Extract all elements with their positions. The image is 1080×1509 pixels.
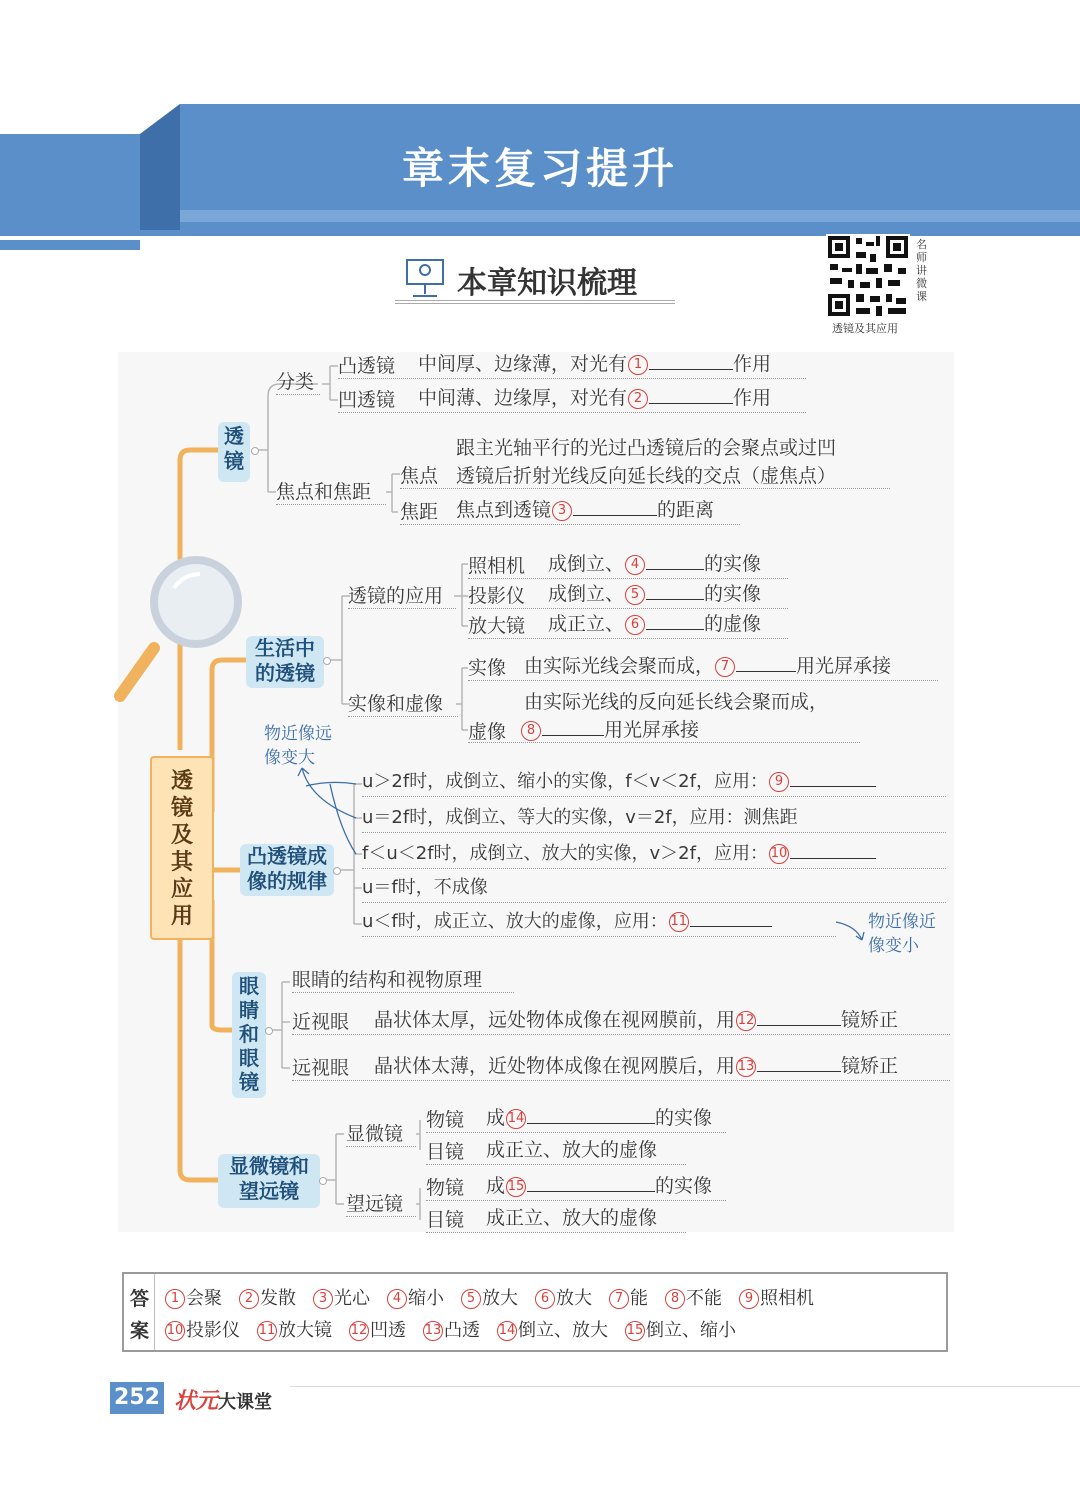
note-near-near: 物近像近像变小 — [868, 912, 936, 956]
microscope-eyepiece: 目镜 — [426, 1141, 465, 1163]
telescope-label: 望远镜 — [346, 1193, 404, 1215]
answer-text: 倒立、放大 — [518, 1320, 608, 1341]
answer-item — [534, 1288, 592, 1309]
telescope-objective: 物镜 — [426, 1177, 465, 1199]
projector-desc: 成倒立、 5 的实像 — [548, 583, 762, 605]
answer-number: 13 — [423, 1321, 443, 1341]
answer-text: 凹透 — [370, 1320, 406, 1341]
telescope-objective-desc: 成 15 的实像 — [486, 1175, 713, 1197]
answer-text: 不能 — [686, 1288, 722, 1309]
answer-text: 照相机 — [760, 1288, 814, 1309]
answer-item — [164, 1320, 240, 1341]
topic-eye: 眼睛和眼镜 — [232, 972, 266, 1098]
answer-item — [386, 1288, 444, 1309]
answer-number: 7 — [609, 1289, 629, 1309]
microscope-objective-desc: 成 14 的实像 — [486, 1107, 713, 1129]
answers-row-1 — [164, 1284, 830, 1310]
answer-label-2: 案 — [130, 1320, 150, 1342]
virtual-name: 虚像 — [468, 721, 507, 743]
eye-structure: 眼睛的结构和视物原理 — [292, 969, 483, 991]
magnifier-desc: 成正立、 6 的虚像 — [548, 613, 762, 635]
rule-1: u＞2f时，成倒立、缩小的实像，f＜v＜2f，应用： 9 — [362, 770, 876, 794]
magnifier-name: 放大镜 — [468, 615, 526, 637]
brand-logo: 状元大课堂 — [174, 1388, 273, 1414]
answer-number: 12 — [349, 1321, 369, 1341]
real-desc: 由实际光线会聚而成， 7 用光屏承接 — [524, 655, 892, 677]
answer-item — [664, 1288, 722, 1309]
real-name: 实像 — [468, 657, 507, 679]
telescope-eyepiece: 目镜 — [426, 1209, 465, 1231]
answer-number: 1 — [165, 1289, 185, 1309]
camera-name: 照相机 — [468, 555, 526, 577]
focal-desc: 焦点到透镜 3 的距离 — [456, 499, 715, 521]
answer-item — [496, 1320, 608, 1341]
page-number: 252 — [110, 1382, 164, 1414]
microscope-objective: 物镜 — [426, 1109, 465, 1131]
answer-text: 放大镜 — [278, 1320, 332, 1341]
apps-label: 透镜的应用 — [348, 585, 444, 607]
virtual-line1: 由实际光线的反向延长线会聚而成， — [524, 691, 829, 713]
answer-item — [256, 1320, 332, 1341]
answer-text: 倒立、缩小 — [646, 1320, 736, 1341]
image-label: 实像和虚像 — [348, 693, 444, 715]
answer-item — [738, 1288, 814, 1309]
answer-number: 6 — [535, 1289, 555, 1309]
answer-text: 凸透 — [444, 1320, 480, 1341]
classify-label: 分类 — [276, 371, 315, 393]
answer-number: 10 — [165, 1321, 185, 1341]
answer-label-1: 答 — [130, 1288, 150, 1310]
topic-microscope-telescope: 显微镜和 望远镜 — [218, 1154, 320, 1208]
focus-name: 焦点 — [400, 465, 439, 487]
focus-group-label: 焦点和焦距 — [276, 481, 372, 503]
myopia-name: 近视眼 — [292, 1011, 350, 1033]
microscope-eyepiece-desc: 成正立、放大的虚像 — [486, 1139, 658, 1161]
answer-number: 4 — [387, 1289, 407, 1309]
magnifier-icon — [110, 552, 250, 712]
qr-side-label: 名师讲微课 — [916, 238, 927, 303]
telescope-eyepiece-desc: 成正立、放大的虚像 — [486, 1207, 658, 1229]
answer-text: 发散 — [260, 1288, 296, 1309]
answer-text: 放大 — [482, 1288, 518, 1309]
rule-5: u＜f时，成正立、放大的虚像，应用： 11 — [362, 910, 772, 934]
answer-number: 11 — [257, 1321, 277, 1341]
answer-item — [312, 1288, 370, 1309]
answer-number: 8 — [665, 1289, 685, 1309]
root-title: 透镜及其应用 — [170, 769, 193, 929]
focal-name: 焦距 — [400, 501, 439, 523]
microscope-label: 显微镜 — [346, 1123, 404, 1145]
answer-item — [422, 1320, 480, 1341]
answer-number: 15 — [625, 1321, 645, 1341]
answer-item — [608, 1288, 648, 1309]
answer-item — [164, 1288, 222, 1309]
answer-text: 光心 — [334, 1288, 370, 1309]
rule-4: u＝f时，不成像 — [362, 877, 488, 898]
answer-text: 能 — [630, 1288, 648, 1309]
answer-number: 9 — [739, 1289, 759, 1309]
qr-caption: 透镜及其应用 — [832, 322, 898, 335]
convex-desc: 中间厚、边缘薄，对光有 1 作用 — [418, 353, 772, 375]
concave-name: 凹透镜 — [338, 389, 396, 411]
convex-name: 凸透镜 — [338, 355, 396, 377]
root-node — [150, 756, 214, 940]
focus-line1: 跟主光轴平行的光过凸透镜后的会聚点或过凹 — [456, 437, 837, 459]
answers-row-2 — [164, 1316, 752, 1342]
answer-number: 14 — [497, 1321, 517, 1341]
answer-text: 投影仪 — [186, 1320, 240, 1341]
rule-3: f＜u＜2f时，成倒立、放大的实像，v＞2f，应用： 10 — [362, 842, 876, 866]
answer-number: 2 — [239, 1289, 259, 1309]
focus-line2: 透镜后折射光线反向延长线的交点（虚焦点） — [456, 465, 837, 487]
answer-text: 放大 — [556, 1288, 592, 1309]
concave-desc: 中间薄、边缘厚，对光有 2 作用 — [418, 387, 772, 409]
topic-imaging-rules: 凸透镜成 像的规律 — [240, 844, 334, 896]
section-title: 本章知识梳理 — [457, 266, 637, 301]
answer-item — [460, 1288, 518, 1309]
answer-text: 会聚 — [186, 1288, 222, 1309]
topic-lens: 透镜 — [218, 422, 250, 482]
hyperopia-desc: 晶状体太薄，近处物体成像在视网膜后，用 13 镜矫正 — [374, 1055, 899, 1077]
answer-item — [624, 1320, 736, 1341]
rule-2: u＝2f时，成倒立、等大的实像，v＝2f，应用：测焦距 — [362, 807, 798, 828]
projector-name: 投影仪 — [468, 585, 526, 607]
answer-box — [122, 1272, 948, 1352]
page-title: 章末复习提升 — [401, 144, 678, 193]
note-near-far: 物近像远像变大 — [264, 724, 332, 768]
answer-text: 缩小 — [408, 1288, 444, 1309]
hyperopia-name: 远视眼 — [292, 1057, 350, 1079]
myopia-desc: 晶状体太厚，远处物体成像在视网膜前，用 12 镜矫正 — [374, 1009, 899, 1031]
topic-life-lens: 生活中 的透镜 — [246, 636, 324, 688]
virtual-desc: 8 用光屏承接 — [520, 718, 699, 742]
answer-number: 5 — [461, 1289, 481, 1309]
answer-number: 3 — [313, 1289, 333, 1309]
answer-item — [238, 1288, 296, 1309]
answer-item — [348, 1320, 406, 1341]
camera-desc: 成倒立、 4 的实像 — [548, 553, 762, 575]
